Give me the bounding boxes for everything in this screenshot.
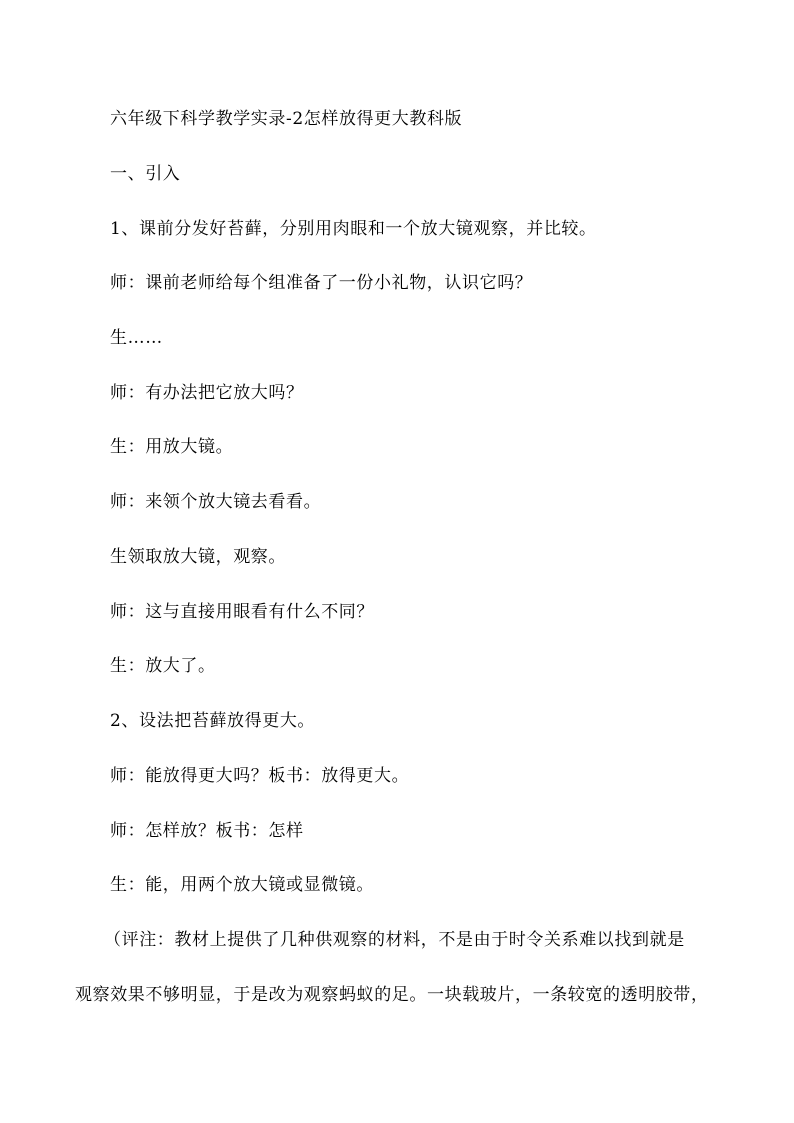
dialogue-line: 师：来领个放大镜去看看。	[110, 492, 322, 512]
dialogue-line: 师：这与直接用眼看有什么不同？	[110, 602, 374, 622]
dialogue-line: 师：有办法把它放大吗？	[110, 383, 304, 403]
dialogue-line: 生：能，用两个放大镜或显微镜。	[110, 875, 374, 895]
dialogue-line: 师：怎样放？板书：怎样	[110, 821, 304, 841]
dialogue-line: 生领取放大镜，观察。	[110, 547, 286, 567]
commentary-line: 观察效果不够明显，于是改为观察蚂蚁的足。一块载玻片，一条较宽的透明胶带，	[75, 985, 709, 1005]
dialogue-line: 生：放大了。	[110, 656, 216, 676]
section-heading-intro: 一、引入	[110, 164, 181, 184]
dialogue-line: 生：用放大镜。	[110, 437, 234, 457]
dialogue-line: 师：课前老师给每个组准备了一份小礼物，认识它吗？	[110, 273, 533, 293]
dialogue-line: 师：能放得更大吗？板书：放得更大。	[110, 766, 410, 786]
dialogue-line: 生……	[110, 328, 163, 348]
list-item-2: 2、设法把苔藓放得更大。	[110, 711, 316, 731]
list-item-1: 1、课前分发好苔藓，分别用肉眼和一个放大镜观察，并比较。	[110, 219, 597, 239]
document-title: 六年级下科学教学实录-2怎样放得更大教科版	[110, 109, 463, 129]
commentary-line: （评注：教材上提供了几种供观察的材料，不是由于时令关系难以找到就是	[104, 930, 685, 950]
